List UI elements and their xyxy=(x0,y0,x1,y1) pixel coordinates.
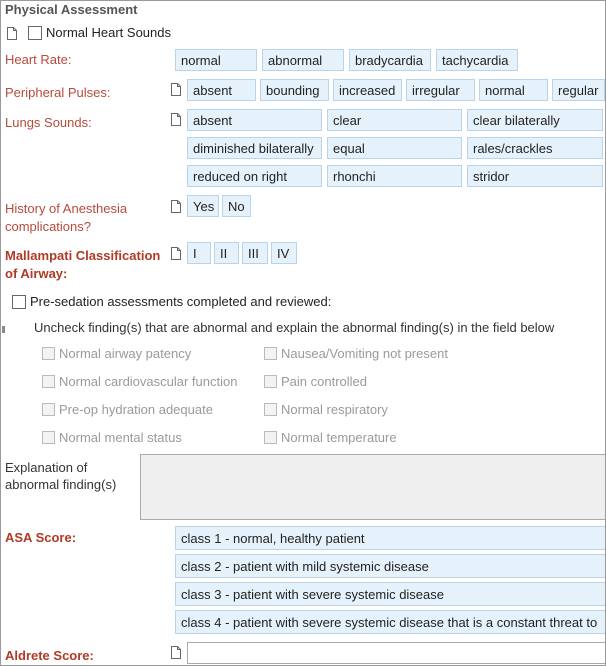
asa-score-label: ASA Score: xyxy=(5,530,77,545)
heart-rate-option-tachycardia[interactable]: tachycardia xyxy=(436,49,518,71)
pulses-option-absent[interactable]: absent xyxy=(187,79,256,101)
document-icon[interactable] xyxy=(171,113,181,126)
heart-rate-option-normal[interactable]: normal xyxy=(175,49,257,71)
heart-rate-option-abnormal[interactable]: abnormal xyxy=(262,49,344,71)
document-icon[interactable] xyxy=(171,83,181,96)
anesthesia-option-no[interactable]: No xyxy=(222,195,251,217)
pulses-option-irregular[interactable]: irregular xyxy=(406,79,475,101)
finding-label: Pre-op hydration adequate xyxy=(59,402,213,417)
mallampati-option-1[interactable]: I xyxy=(187,242,211,264)
finding-label: Normal mental status xyxy=(59,430,182,445)
lungs-option-absent[interactable]: absent xyxy=(187,109,322,131)
lungs-option-clear-bilaterally[interactable]: clear bilaterally xyxy=(467,109,603,131)
asa-option-class-2[interactable]: class 2 - patient with mild systemic disease xyxy=(175,554,606,578)
lungs-option-equal[interactable]: equal xyxy=(327,137,462,159)
resize-handle xyxy=(2,326,5,333)
mallampati-label xyxy=(5,247,160,283)
lungs-option-rales-crackles[interactable]: rales/crackles xyxy=(467,137,603,159)
anesthesia-label-line1: History of Anesthesia xyxy=(5,201,128,216)
finding-label: Normal cardiovascular function xyxy=(59,374,238,389)
explanation-label xyxy=(5,459,116,493)
finding-checkbox[interactable] xyxy=(42,403,55,416)
pulses-option-normal[interactable]: normal xyxy=(479,79,548,101)
presedation-checkbox[interactable] xyxy=(12,295,26,309)
pulses-option-increased[interactable]: increased xyxy=(333,79,402,101)
lungs-option-diminished-bilaterally[interactable]: diminished bilaterally xyxy=(187,137,322,159)
finding-checkbox[interactable] xyxy=(264,347,277,360)
asa-option-class-4[interactable]: class 4 - patient with severe systemic disease that is a constant threat to xyxy=(175,610,606,634)
finding-checkbox[interactable] xyxy=(42,375,55,388)
mallampati-option-2[interactable]: II xyxy=(214,242,239,264)
finding-label: Normal temperature xyxy=(281,430,397,445)
finding-label: Normal airway patency xyxy=(59,346,192,361)
section-title: Physical Assessment xyxy=(5,2,138,17)
mallampati-label-line1: Mallampati Classification xyxy=(5,248,161,263)
document-icon[interactable] xyxy=(171,646,181,659)
lungs-option-clear[interactable]: clear xyxy=(327,109,462,131)
heart-rate-label: Heart Rate: xyxy=(5,52,72,67)
document-icon[interactable] xyxy=(171,247,181,260)
lungs-sounds-label: Lungs Sounds: xyxy=(5,115,92,130)
document-icon[interactable] xyxy=(171,200,181,213)
peripheral-pulses-label: Peripheral Pulses: xyxy=(5,85,111,100)
pulses-option-regular[interactable]: regular xyxy=(552,79,605,101)
document-icon[interactable] xyxy=(7,27,17,40)
asa-option-class-3[interactable]: class 3 - patient with severe systemic disease xyxy=(175,582,606,606)
mallampati-option-3[interactable]: III xyxy=(242,242,268,264)
finding-label: Normal respiratory xyxy=(281,402,388,417)
finding-checkbox[interactable] xyxy=(42,347,55,360)
finding-label: Pain controlled xyxy=(281,374,367,389)
anesthesia-option-yes[interactable]: Yes xyxy=(187,195,219,217)
lungs-option-reduced-on-right[interactable]: reduced on right xyxy=(187,165,322,187)
aldrete-score-input[interactable] xyxy=(187,642,606,664)
finding-checkbox[interactable] xyxy=(264,431,277,444)
mallampati-option-4[interactable]: IV xyxy=(271,242,297,264)
pulses-option-bounding[interactable]: bounding xyxy=(260,79,329,101)
aldrete-score-label: Aldrete Score: xyxy=(5,648,94,663)
explanation-textarea[interactable] xyxy=(140,454,606,520)
asa-option-class-1[interactable]: class 1 - normal, healthy patient xyxy=(175,526,606,550)
finding-label: Nausea/Vomiting not present xyxy=(281,346,448,361)
explanation-label-line2: abnormal finding(s) xyxy=(5,477,117,492)
normal-heart-sounds-checkbox[interactable] xyxy=(28,26,42,40)
normal-heart-sounds-label: Normal Heart Sounds xyxy=(46,25,171,40)
lungs-option-stridor[interactable]: stridor xyxy=(467,165,603,187)
finding-checkbox[interactable] xyxy=(264,403,277,416)
explanation-label-line1: Explanation of xyxy=(5,460,88,475)
presedation-instruction: Uncheck finding(s) that are abnormal and explain the abnormal finding(s) in the field below xyxy=(34,320,555,335)
finding-checkbox[interactable] xyxy=(42,431,55,444)
finding-checkbox[interactable] xyxy=(264,375,277,388)
heart-rate-option-bradycardia[interactable]: bradycardia xyxy=(349,49,431,71)
anesthesia-label xyxy=(5,200,127,236)
mallampati-label-line2: of Airway: xyxy=(5,266,68,281)
anesthesia-label-line2: complications? xyxy=(5,219,91,234)
presedation-label: Pre-sedation assessments completed and reviewed: xyxy=(30,294,332,309)
lungs-option-rhonchi[interactable]: rhonchi xyxy=(327,165,462,187)
